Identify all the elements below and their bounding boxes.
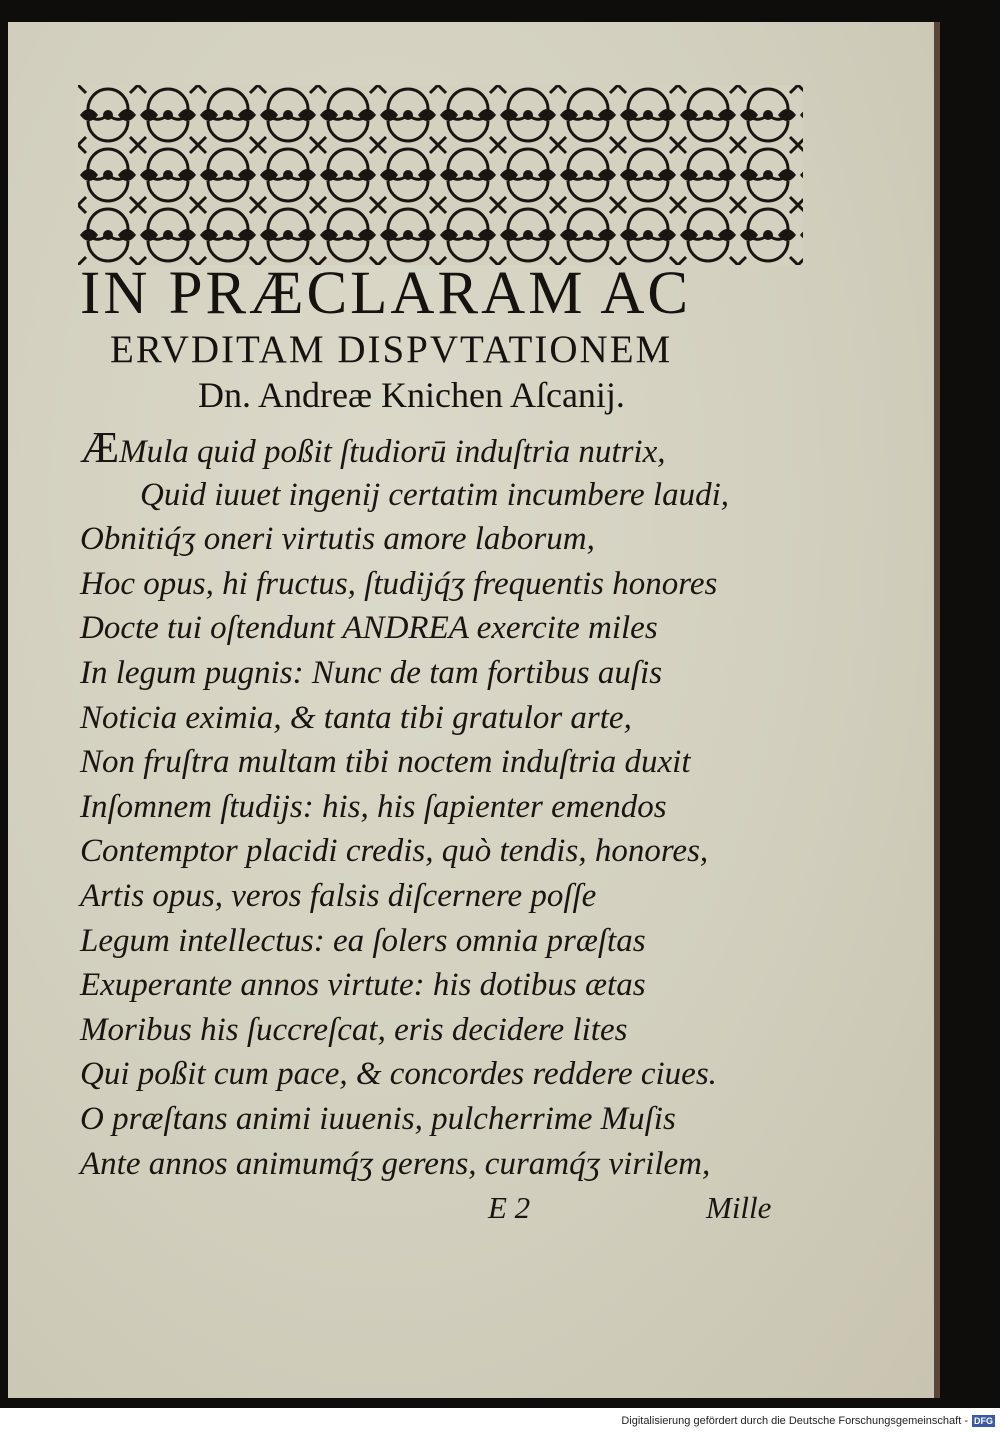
poem-line-1 <box>80 423 820 473</box>
credit-text: Digitalisierung gefördert durch die Deutsche Forschungsgemeinschaft - <box>621 1415 968 1427</box>
poem-line: Non fruſtra multam tibi noctem induſtria duxit <box>80 744 691 781</box>
poem-first-line: Mula quid poßit ſtudiorū induſtria nutrix, <box>119 434 666 470</box>
poem-line: Qui poßit cum pace, & concordes reddere ciues. <box>80 1056 717 1093</box>
poem-line: In legum pugnis: Nunc de tam fortibus auſis <box>80 654 663 691</box>
poem-line: Exuperante annos virtute: his dotibus ætas <box>80 967 646 1004</box>
poem-line: Docte tui oſtendunt ANDREA exercite miles <box>80 610 658 647</box>
poem-line: Moribus his ſuccreſcat, eris decidere lites <box>80 1011 628 1048</box>
poem-line: Quid iuuet ingenij certatim incumbere laudi, <box>140 476 730 513</box>
poem-line: Obnitiq́ʒ oneri virtutis amore laborum, <box>80 521 595 558</box>
page-edge <box>934 22 940 1398</box>
poem-line: O præſtans animi iuuenis, pulcherrime Muſis <box>80 1100 676 1137</box>
title-line-3: Dn. Andreæ Knichen Aſcanij. <box>198 375 625 415</box>
ornamental-headpiece <box>78 85 803 265</box>
poem-line: Artis opus, veros falsis diſcernere poſſe <box>80 877 597 914</box>
title-line-2: ERVDITAM DISPVTATIONEM <box>110 328 673 371</box>
title-line-1: IN PRÆCLARAM AC <box>80 260 692 327</box>
poem-line: Noticia eximia, & tanta tibi gratulor arte, <box>80 699 632 736</box>
poem-line: Legum intellectus: ea ſolers omnia præſtas <box>80 922 646 959</box>
catchword: Mille <box>706 1190 772 1225</box>
poem-line: Ante annos animumq́ʒ gerens, curamq́ʒ virilem, <box>80 1145 711 1182</box>
drop-cap: Æ <box>80 423 120 472</box>
poem-line: Hoc opus, hi fructus, ſtudijq́ʒ frequentis honores <box>80 565 718 602</box>
digitization-credit <box>590 1415 995 1431</box>
signature-mark: E 2 <box>488 1190 531 1225</box>
poem-line: Contemptor placidi credis, quò tendis, honores, <box>80 833 709 870</box>
poem-line: Inſomnem ſtudijs: his, his ſapienter emendos <box>80 788 667 825</box>
poem-text <box>80 423 820 1186</box>
dfg-logo: DFG <box>974 1416 993 1426</box>
